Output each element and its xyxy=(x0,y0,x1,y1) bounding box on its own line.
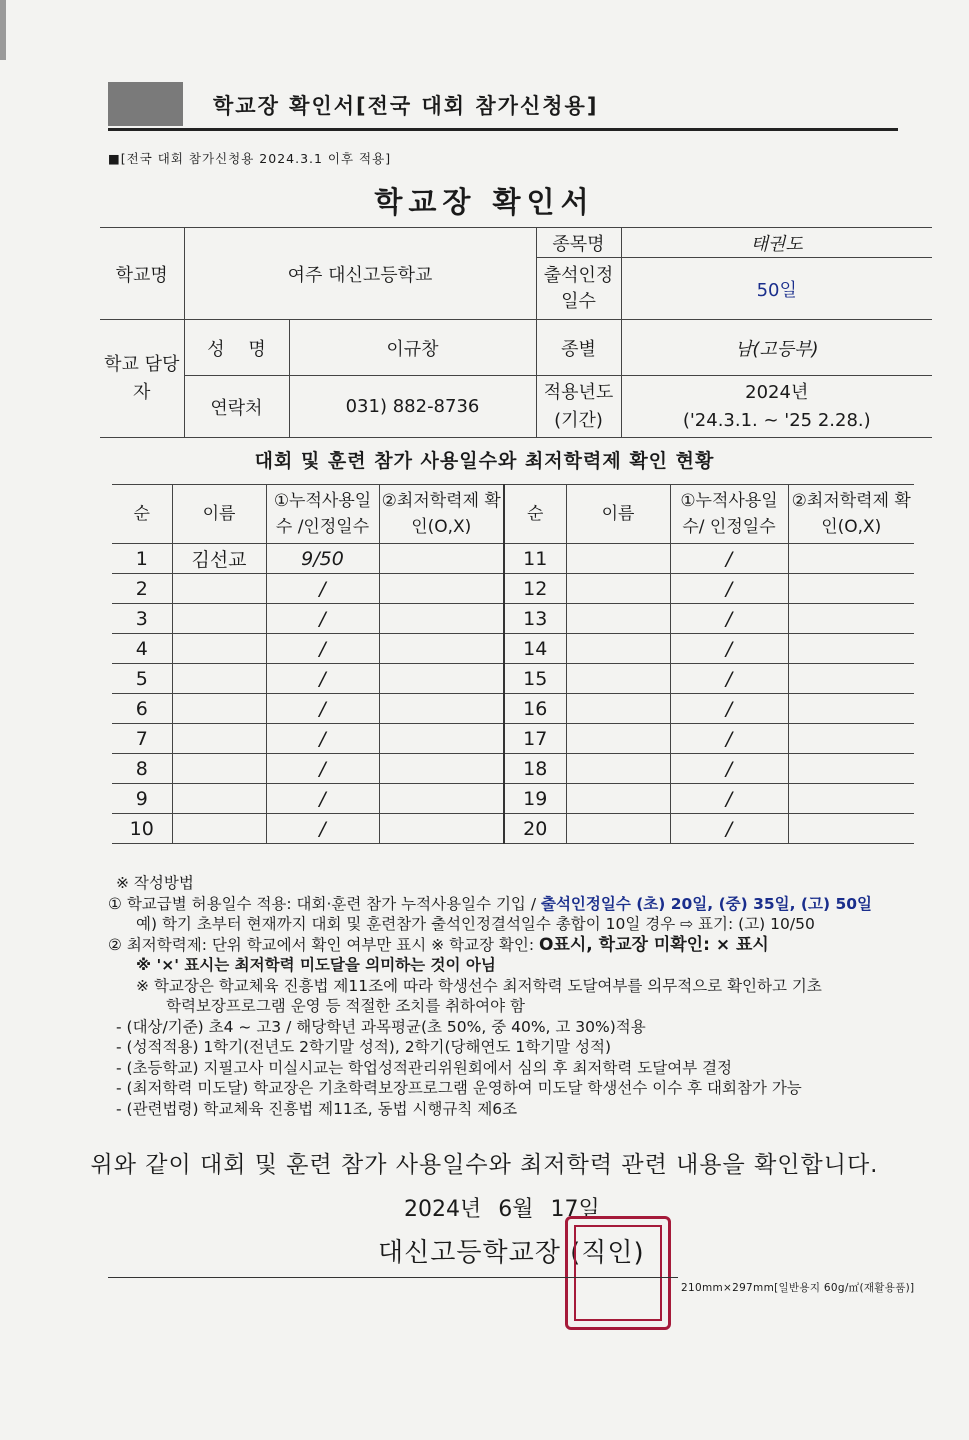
official-seal-stamp xyxy=(565,1216,671,1330)
athlete-name-left: 김선교 xyxy=(172,544,266,574)
note-1 xyxy=(108,894,918,915)
athlete-name-left xyxy=(172,634,266,664)
academic-check-left xyxy=(379,574,504,604)
instructions-section xyxy=(108,873,918,1119)
note-2 xyxy=(108,935,918,956)
used-days-right: / xyxy=(670,634,788,664)
row-number-left: 10 xyxy=(112,814,172,844)
row-number-right: 14 xyxy=(504,634,566,664)
row-number-left: 5 xyxy=(112,664,172,694)
row-number-left: 4 xyxy=(112,634,172,664)
table-row xyxy=(112,634,914,664)
principal-signature-line: 대신고등학교장 (직인) xyxy=(378,1238,645,1268)
table-row xyxy=(112,814,914,844)
used-days-left: / xyxy=(266,754,379,784)
note-2-emphasis: O표시, 학교장 미확인: × 표시 xyxy=(538,934,769,955)
athlete-name-right xyxy=(566,694,670,724)
academic-check-left xyxy=(379,634,504,664)
athlete-name-left xyxy=(172,784,266,814)
event-label: 종목명 xyxy=(536,228,621,258)
row-number-left: 7 xyxy=(112,724,172,754)
academic-check-right xyxy=(788,694,914,724)
row-number-left: 8 xyxy=(112,754,172,784)
row-number-right: 13 xyxy=(504,604,566,634)
row-number-right: 15 xyxy=(504,664,566,694)
row-number-left: 3 xyxy=(112,604,172,634)
school-info-table xyxy=(100,227,932,438)
row-number-right: 16 xyxy=(504,694,566,724)
header-gray-block xyxy=(108,82,183,126)
academic-check-right xyxy=(788,754,914,784)
document-title: 학교장 확인서 xyxy=(374,185,595,219)
event-value: 태권도 xyxy=(621,228,932,258)
academic-check-left xyxy=(379,604,504,634)
athlete-name-left xyxy=(172,724,266,754)
status-section-title: 대회 및 훈련 참가 사용일수와 최저학력제 확인 현황 xyxy=(254,450,715,472)
academic-check-left xyxy=(379,754,504,784)
used-days-right: / xyxy=(670,784,788,814)
note-6: - (성적적용) 1학기(전년도 2학기말 성적), 2학기(당해연도 1학기말 성적) xyxy=(116,1038,612,1056)
table-row xyxy=(112,754,914,784)
paper-spec: 210mm×297mm[일반용지 60g/㎡(재활용품)] xyxy=(681,1282,915,1294)
header-check-left: ②최저학력제 확인(O,X) xyxy=(379,485,504,544)
header-name-right: 이름 xyxy=(566,485,670,544)
attendance-days-label: 출석인정 일수 xyxy=(536,258,621,320)
issue-date: 2024년 6월 17일 xyxy=(404,1197,600,1222)
academic-check-left xyxy=(379,784,504,814)
used-days-left: / xyxy=(266,574,379,604)
athlete-name-right xyxy=(566,544,670,574)
used-days-right: / xyxy=(670,604,788,634)
athlete-name-left xyxy=(172,754,266,784)
header-bar xyxy=(108,82,898,131)
header-check-right: ②최저학력제 확인(O,X) xyxy=(788,485,914,544)
table-row xyxy=(112,784,914,814)
note-4a: ※ 학교장은 학교체육 진흥법 제11조에 따라 학생선수 최저학력 도달여부를 의무적으로 확인하고 기초 xyxy=(136,976,822,995)
row-number-left: 9 xyxy=(112,784,172,814)
table-row xyxy=(112,574,914,604)
row-number-left: 6 xyxy=(112,694,172,724)
row-number-right: 12 xyxy=(504,574,566,604)
header-no-left: 순 xyxy=(112,485,172,544)
table-row xyxy=(112,604,914,634)
header-title: 학교장 확인서[전국 대회 참가신청용] xyxy=(213,94,599,118)
used-days-left: / xyxy=(266,814,379,844)
participation-status-table xyxy=(112,484,914,844)
athlete-name-right xyxy=(566,784,670,814)
used-days-right: / xyxy=(670,544,788,574)
row-number-right: 11 xyxy=(504,544,566,574)
athlete-name-right xyxy=(566,754,670,784)
academic-check-left xyxy=(379,544,504,574)
contact-label: 연락처 xyxy=(184,376,289,438)
athlete-name-right xyxy=(566,664,670,694)
attendance-days-value: 50일 xyxy=(621,258,932,320)
note-2-text: ② 최저학력제: 단위 학교에서 확인 여부만 표시 ※ 학교장 확인: xyxy=(108,935,539,954)
athlete-name-left xyxy=(172,814,266,844)
instructions-title: ※ 작성방법 xyxy=(116,874,194,892)
academic-check-right xyxy=(788,724,914,754)
academic-check-right xyxy=(788,574,914,604)
used-days-left: / xyxy=(266,694,379,724)
used-days-right: / xyxy=(670,814,788,844)
gender-value: 남(고등부) xyxy=(621,320,932,376)
seal-inner-border xyxy=(574,1225,662,1321)
athlete-name-right xyxy=(566,604,670,634)
row-number-left: 1 xyxy=(112,544,172,574)
confirmation-statement: 위와 같이 대회 및 훈련 참가 사용일수와 최저학력 관련 내용을 확인합니다. xyxy=(90,1152,879,1178)
athlete-name-right xyxy=(566,574,670,604)
header-days-left: ①누적사용일수 /인정일수 xyxy=(266,485,379,544)
athlete-name-left xyxy=(172,604,266,634)
note-4b: 학력보장프로그램 운영 등 적절한 조치를 취하여야 함 xyxy=(166,997,525,1015)
athlete-name-left xyxy=(172,694,266,724)
contact-value: 031) 882-8736 xyxy=(289,376,536,438)
form-version-note: ■[전국 대회 참가신청용 2024.3.1 이후 적용] xyxy=(108,151,392,166)
used-days-left: / xyxy=(266,604,379,634)
note-8: - (최저학력 미도달) 학교장은 기초학력보장프로그램 운영하여 미도달 학생선수 이수 후 대회참가 가능 xyxy=(116,1079,802,1097)
athlete-name-right xyxy=(566,634,670,664)
row-number-left: 2 xyxy=(112,574,172,604)
used-days-right: / xyxy=(670,694,788,724)
used-days-left: 9/50 xyxy=(266,544,379,574)
athlete-name-right xyxy=(566,814,670,844)
header-days-right: ①누적사용일수/ 인정일수 xyxy=(670,485,788,544)
header-name-left: 이름 xyxy=(172,485,266,544)
school-manager-label: 학교 담당자 xyxy=(100,320,184,438)
used-days-left: / xyxy=(266,784,379,814)
academic-check-left xyxy=(379,694,504,724)
manager-name-value: 이규창 xyxy=(289,320,536,376)
gender-label: 종별 xyxy=(536,320,621,376)
note-1-text: ① 학교급별 허용일수 적용: 대회·훈련 참가 누적사용일수 기입 / xyxy=(108,894,541,913)
academic-check-right xyxy=(788,664,914,694)
academic-check-right xyxy=(788,634,914,664)
table-row xyxy=(112,724,914,754)
table-row xyxy=(112,694,914,724)
table-row xyxy=(112,664,914,694)
used-days-right: / xyxy=(670,724,788,754)
academic-check-right xyxy=(788,544,914,574)
note-9: - (관련법령) 학교체육 진흥법 제11조, 동법 시행규칙 제6조 xyxy=(116,1099,518,1118)
athlete-name-left xyxy=(172,664,266,694)
used-days-right: / xyxy=(670,754,788,784)
academic-check-left xyxy=(379,814,504,844)
used-days-right: / xyxy=(670,574,788,604)
athlete-name-right xyxy=(566,724,670,754)
manager-name-label: 성 명 xyxy=(184,320,289,376)
note-5: - (대상/기준) 초4 ~ 고3 / 해당학년 과목평균(초 50%, 중 40%, 고 30%)적용 xyxy=(116,1017,646,1036)
academic-check-right xyxy=(788,784,914,814)
header-no-right: 순 xyxy=(504,485,566,544)
row-number-right: 18 xyxy=(504,754,566,784)
row-number-right: 17 xyxy=(504,724,566,754)
note-7: - (초등학교) 지필고사 미실시교는 학업성적관리위원회에서 심의 후 최저학력 도달여부 결정 xyxy=(116,1058,733,1077)
apply-year-label: 적용년도 (기간) xyxy=(536,376,621,438)
used-days-left: / xyxy=(266,664,379,694)
academic-check-left xyxy=(379,724,504,754)
academic-check-right xyxy=(788,604,914,634)
page-edge-shadow xyxy=(0,0,6,60)
used-days-right: / xyxy=(670,664,788,694)
athlete-name-left xyxy=(172,574,266,604)
school-name-label: 학교명 xyxy=(100,228,184,320)
apply-year-cell xyxy=(621,376,932,438)
note-3: ※ '×' 표시는 최저학력 미도달을 의미하는 것이 아님 xyxy=(136,956,496,974)
row-number-right: 20 xyxy=(504,814,566,844)
note-1-emphasis: 출석인정일수 (초) 20일, (중) 35일, (고) 50일 xyxy=(540,894,873,913)
table-row xyxy=(112,544,914,574)
academic-check-left xyxy=(379,664,504,694)
used-days-left: / xyxy=(266,634,379,664)
row-number-right: 19 xyxy=(504,784,566,814)
apply-year-value: 2024년 xyxy=(745,381,809,403)
academic-check-right xyxy=(788,814,914,844)
used-days-left: / xyxy=(266,724,379,754)
note-1-example: 예) 학기 초부터 현재까지 대회 및 훈련참가 출석인정결석일수 총합이 10일 경우 ⇨ 표기: (고) 10/50 xyxy=(136,915,815,933)
footer-rule xyxy=(108,1277,678,1278)
apply-period-value: ('24.3.1. ~ '25 2.28.) xyxy=(682,409,871,431)
school-name-value: 여주 대신고등학교 xyxy=(184,228,536,320)
